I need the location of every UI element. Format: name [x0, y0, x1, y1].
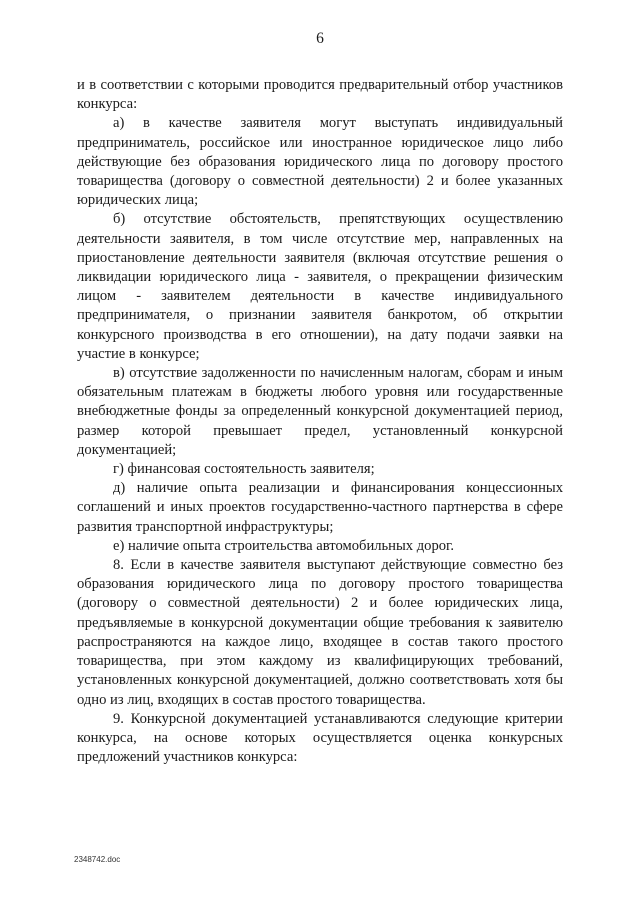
paragraph-9: 9. Конкурсной документацией устанавливаются следующие критерии конкурса, на основе которых осуществляется оценка конкурсных предложений участников конкурса:: [77, 710, 563, 766]
page-number: 6: [316, 30, 324, 47]
paragraph-item-b: б) отсутствие обстоятельств, препятствующих осуществлению деятельности заявителя, в том числе отсутствие мер, направленных на приостановление деятельности заявителя (включая отсутствие решения о ликвидации юридического лица - заявителя, о прекращении физическим лицом - заявителем деятельности в качестве индивидуального предпринимателя, о признании заявителя банкротом, об открытии конкурсного производства в его отношении), на дату подачи заявки на участие в конкурсе;: [77, 211, 563, 362]
paragraph-item-a: а) в качестве заявителя могут выступать индивидуальный предприниматель, российское или иностранное юридическое лицо либо действующие без образования юридического лица по договору простого товарищества (договору о совместной деятельности) 2 и более указанных юридических лица;: [77, 115, 563, 209]
footer-filename: 2348742.doc: [74, 855, 121, 864]
paragraph-item-g: г) финансовая состоятельность заявителя;: [113, 461, 375, 478]
paragraph-8: 8. Если в качестве заявителя выступают действующие совместно без образования юридического лица по договору простого товарищества (договору о совместной деятельности) 2 и более юридических лица, предъявляемые в конкурсной документации общие требования к заявителю распространяются на каждое лицо, входящее в состав такого простого товарищества, при этом каждому из квалифицирующих требований, установленных конкурсной документацией, должно соответствовать хотя бы одно из лиц, входящих в состав простого товарищества.: [77, 557, 563, 708]
paragraph-item-v: в) отсутствие задолженности по начисленным налогам, сборам и иным обязательным платежам в бюджеты любого уровня или государственные внебюджетные фонды за определенный конкурсной документацией период, размер которой превышает предел, установленный конкурсной документацией;: [77, 365, 563, 458]
paragraph-intro: и в соответствии с которыми проводится предварительный отбор участников конкурса:: [77, 77, 563, 113]
paragraph-item-d: д) наличие опыта реализации и финансирования концессионных соглашений и иных проектов государственно-частного партнерства в сфере развития транспортной инфраструктуры;: [77, 480, 563, 535]
paragraph-item-e: е) наличие опыта строительства автомобильных дорог.: [113, 537, 455, 554]
document-body: [77, 76, 563, 767]
